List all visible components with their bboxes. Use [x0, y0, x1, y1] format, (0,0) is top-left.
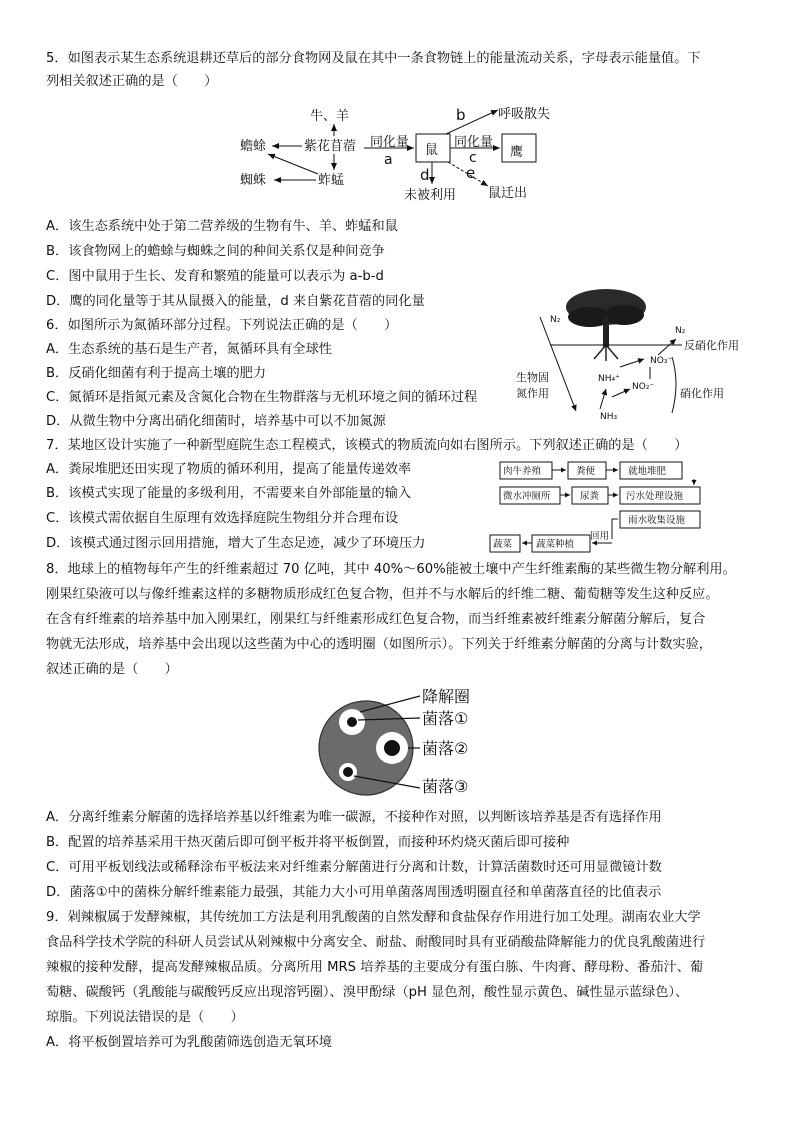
manure-box: 粪便: [576, 466, 596, 477]
q9-line-3: 辣椒的接种发酵，提高发酵辣椒品质。分离所用 MRS 培养基的主要成分有蛋白胨、牛肉膏、酵母粉、番茄汁、葡: [46, 960, 704, 975]
nitrification-label: 硝化作用: [680, 387, 724, 400]
vegetable-planting-box: 蔬菜种植: [536, 539, 575, 550]
q6-option-a: A．生态系统的基石是生产者，氮循环具有全球性: [46, 342, 332, 357]
q8-option-a: A．分离纤维素分解菌的选择培养基以纤维素为唯一碳源，不接种作对照，以判断该培养基是否有选择作用: [46, 810, 662, 825]
toad-label: 蟾蜍: [240, 139, 267, 154]
q7-option-a: A．粪尿堆肥还田实现了物质的循环利用，提高了能量传递效率: [46, 462, 412, 477]
degradation-zone-label: 降解圈: [422, 687, 471, 706]
q8-line-5: 叙述正确的是（ ）: [46, 662, 178, 677]
no3-label: NO₃⁻: [650, 356, 673, 366]
q8-line-1: 8．地球上的植物每年产生的纤维素超过 70 亿吨，其中 40%～60%能被土壤中产生纤维素酶的某些微生物分解利用。: [46, 562, 736, 577]
reuse-label: 回用: [590, 531, 610, 542]
q9-line-4: 萄糖、碳酸钙（乳酸能与碳酸钙反应出现溶钙圈）、溴甲酚绿（pH 显色剂，酸性显示黄色、碱性显示蓝绿色）、: [46, 985, 689, 1000]
q8-option-b: B．配置的培养基采用干热灭菌后即可倒平板并将平板倒置，而接种环灼烧灭菌后即可接种: [46, 835, 570, 850]
q8-line-4: 物就无法形成，培养基中会出现以这些菌为中心的透明圈（如图所示）。下列关于纤维素分解菌的分离与计数实验，: [46, 637, 712, 652]
tree-icon: [566, 289, 646, 361]
grasshopper-label: 蚱蜢: [318, 173, 345, 188]
sewage-box: 污水处理设施: [626, 491, 684, 502]
q5-option-b: B．该食物网上的蟾蜍与蜘蛛之间的种间关系仅是种间竞争: [46, 244, 385, 259]
q5-stem-line2: 列相关叙述正确的是（ ）: [46, 74, 218, 89]
q7-option-c: C．该模式需依据自生原理有效选择庭院生物组分并合理布设: [46, 511, 399, 526]
mouse-label: 鼠: [425, 143, 439, 158]
n2-left-label: N₂: [550, 315, 561, 325]
colony-1-label: 菌落①: [422, 709, 469, 728]
q6-stem: 6．如图所示为氮循环部分过程。下列说法正确的是（ ）: [46, 318, 398, 333]
assim-label-1: 同化量: [370, 135, 410, 150]
colony-3-label: 菌落③: [422, 777, 469, 796]
q6-option-d: D．从微生物中分离出硝化细菌时，培养基中可以不加氮源: [46, 414, 386, 429]
unused-label: 未被利用: [404, 188, 457, 203]
letter-e: e: [466, 164, 476, 182]
respiration-label: 呼吸散失: [498, 107, 551, 122]
compost-box: 就地堆肥: [628, 466, 667, 477]
no2-label: NO₂⁻: [632, 382, 655, 392]
q7-stem: 7．某地区设计实施了一种新型庭院生态工程模式，该模式的物质流向如右图所示。下列叙述正确的是（ ）: [46, 438, 688, 453]
nitrogen-cycle-diagram: [510, 287, 760, 427]
q5-option-c: C．图中鼠用于生长、发育和繁殖的能量可以表示为 a-b-d: [46, 269, 384, 284]
cattle-sheep-label: 牛、羊: [310, 109, 350, 124]
letter-b: b: [456, 106, 466, 124]
denitrification-label: 反硝化作用: [684, 339, 739, 352]
courtyard-eco-diagram: [488, 459, 708, 555]
q8-line-3: 在含有纤维素的培养基中加入刚果红，刚果红与纤维素形成红色复合物，而当纤维素被纤维素分解菌分解后，复合: [46, 612, 706, 627]
q9-line-2: 食品科学技术学院的科研人员尝试从剁辣椒中分离安全、耐盐、耐酸同时具有亚硝酸盐降解能力的优良乳酸菌进行: [46, 935, 706, 950]
q5-option-d: D．鹰的同化量等于其从鼠摄入的能量，d 来自紫花苜蓿的同化量: [46, 294, 425, 309]
q7-option-d: D．该模式通过图示回用措施，增大了生态足迹，减少了环境压力: [46, 536, 426, 551]
n2-right-label: N₂: [675, 326, 686, 336]
q9-option-a: A．将平板倒置培养可为乳酸菌筛选创造无氧环境: [46, 1035, 332, 1050]
q6-option-c: C．氮循环是指氮元素及含氮化合物在生物群落与无机环境之间的循环过程: [46, 390, 478, 405]
letter-a: a: [384, 152, 393, 168]
q5-option-a: A．该生态系统中处于第二营养级的生物有牛、羊、蚱蜢和鼠: [46, 219, 398, 234]
emigrate-label: 鼠迁出: [488, 186, 528, 201]
beef-farming-box: 肉牛养殖: [503, 466, 542, 477]
q5-stem-line1: 5．如图表示某生态系统退耕还草后的部分食物网及鼠在其中一条食物链上的能量流动关系，字母表示能量值。下: [46, 51, 701, 66]
q9-line-1: 9．剁辣椒属于发酵辣椒，其传统加工方法是利用乳酸菌的自然发酵和食盐保存作用进行加工处理。湖南农业大学: [46, 910, 701, 925]
colony-2-label: 菌落②: [422, 739, 469, 758]
letter-d: d: [420, 166, 430, 184]
letter-c: c: [469, 150, 477, 166]
q8-option-d: D．菌落①中的菌株分解纤维素能力最强，其能力大小可用单菌落周围透明圈直径和单菌落直径的比值表示: [46, 885, 662, 900]
excrement-box: 尿粪: [580, 491, 600, 502]
fixation-label-1: 生物固: [516, 371, 549, 384]
q8-line-2: 刚果红染液可以与像纤维素这样的多糖物质形成红色复合物，但并不与水解后的纤维二糖、葡萄糖等发生这种反应。: [46, 587, 719, 602]
eagle-label: 鹰: [510, 145, 524, 160]
nh4-label: NH₄⁺: [598, 374, 620, 384]
q9-line-5: 琼脂。下列说法错误的是（ ）: [46, 1010, 244, 1025]
petri-dish-diagram: [314, 684, 494, 800]
toilet-box: 微水冲厕所: [503, 491, 551, 502]
q8-option-c: C．可用平板划线法或稀释涂布平板法来对纤维素分解菌进行分离和计数，计算活菌数时还可用显微镜计数: [46, 860, 662, 875]
spider-label: 蜘蛛: [240, 173, 267, 188]
alfalfa-label: 紫花苜蓿: [304, 139, 357, 154]
rainwater-box: 雨水收集设施: [628, 515, 686, 526]
fixation-label-2: 氮作用: [516, 387, 549, 400]
nh3-label: NH₃: [600, 412, 618, 422]
q6-option-b: B．反硝化细菌有利于提高土壤的肥力: [46, 366, 267, 381]
q7-option-b: B．该模式实现了能量的多级利用，不需要来自外部能量的输入: [46, 486, 412, 501]
food-web-diagram: [236, 104, 556, 206]
assim-label-2: 同化量: [454, 135, 494, 150]
vegetable-box: 蔬菜: [493, 539, 513, 550]
